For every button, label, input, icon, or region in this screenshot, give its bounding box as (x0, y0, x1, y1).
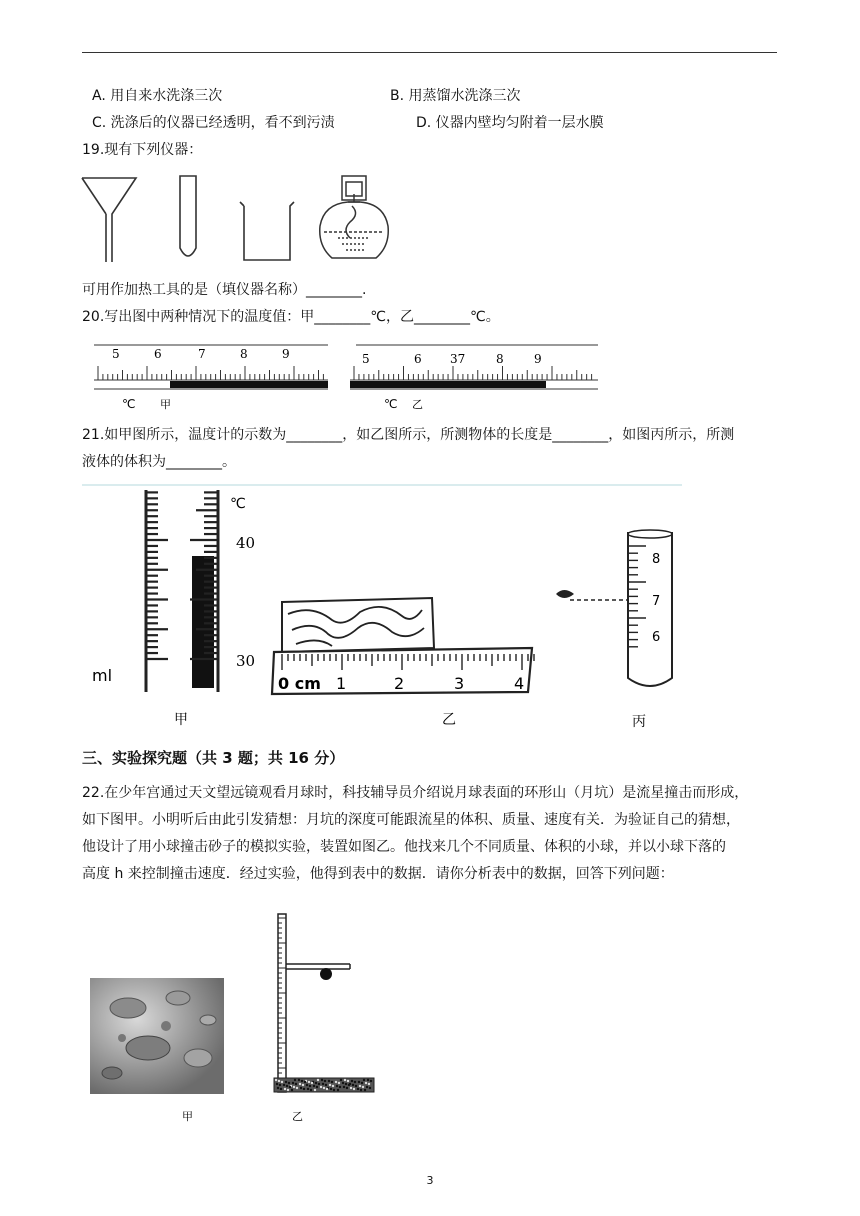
q18-option-b: B. 用蒸馏水洗涤三次 (390, 88, 521, 104)
sand-grain (354, 1081, 356, 1083)
sand-grain (308, 1081, 310, 1083)
sand-grain (314, 1089, 316, 1091)
sand-grain (280, 1088, 282, 1090)
sand-grain (361, 1082, 363, 1084)
sand-grain (294, 1079, 296, 1081)
sand-grain (353, 1088, 355, 1090)
sand-grain (351, 1080, 353, 1082)
cylinder-label: 6 (652, 630, 661, 645)
sand-grain (340, 1079, 342, 1081)
alcohol-lamp-icon (320, 176, 389, 258)
sand-grain (322, 1083, 324, 1085)
page-number: 3 (426, 1174, 434, 1187)
tick-label: 9 (282, 347, 290, 361)
sand-grain (348, 1084, 350, 1086)
sand-grain (298, 1079, 300, 1081)
tick-label: 6 (154, 347, 162, 361)
moon-crater-photo (90, 978, 224, 1094)
sand-grain (368, 1083, 370, 1085)
section-heading: 三、实验探究题（共 3 题；共 16 分） (82, 749, 345, 767)
graduated-cylinder-icon (556, 530, 672, 730)
sand-grain (360, 1089, 362, 1091)
sand-grain (331, 1081, 333, 1083)
sand-grain (316, 1086, 318, 1088)
sand-grain (320, 1086, 322, 1088)
ball-icon (320, 968, 332, 980)
q22-figure (88, 908, 388, 1128)
sand-grain (336, 1085, 338, 1087)
sand-grain (332, 1085, 334, 1087)
q18-option-c: C. 洗涤后的仪器已经透明，看不到污渍 (92, 115, 335, 131)
ruler-with-block-icon (272, 598, 534, 728)
thermometer-b-figure (350, 340, 605, 412)
sand-grain (277, 1087, 279, 1089)
q19-answer-line: 可用作加热工具的是（填仪器名称）________. (82, 282, 367, 298)
sand-grain (338, 1082, 340, 1084)
sand-grain (325, 1084, 327, 1086)
unit-label: ℃ (122, 397, 136, 411)
sand-grain (329, 1084, 331, 1086)
scale-label-30: 30 (236, 652, 256, 670)
sand-grain (364, 1089, 366, 1091)
sand-grain (370, 1080, 372, 1082)
figure-tag: 甲 (160, 398, 171, 411)
sand-grain (289, 1086, 291, 1088)
sand-grain (347, 1080, 349, 1082)
sand-grain (342, 1082, 344, 1084)
sand-grain (330, 1088, 332, 1090)
q18-option-d: D. 仪器内壁均匀附着一层水膜 (416, 115, 604, 131)
unit-label: ℃ (230, 496, 246, 512)
sand-grain (335, 1081, 337, 1083)
sand-grain (318, 1083, 320, 1085)
sand-grain (326, 1088, 328, 1090)
lab-instruments-figure (80, 170, 400, 265)
sand-grain (300, 1087, 302, 1089)
funnel-icon (82, 178, 136, 262)
sand-grain (328, 1080, 330, 1082)
sand-grain (357, 1088, 359, 1090)
q21-line2: 液体的体积为________。 (82, 454, 236, 470)
sand-grain (365, 1082, 367, 1084)
tick-label: 8 (240, 347, 248, 361)
sand-grain (285, 1081, 287, 1083)
tick-label: 8 (496, 352, 504, 366)
ml-label: ml (92, 666, 113, 685)
sand-grain (313, 1085, 315, 1087)
sand-grain (323, 1087, 325, 1089)
sand-grain (304, 1081, 306, 1083)
sand-grain (278, 1080, 280, 1082)
unit-label: ℃ (384, 397, 398, 411)
vertical-thermometer-icon (92, 490, 255, 728)
eye-icon (556, 590, 574, 598)
sand-grain (286, 1085, 288, 1087)
sand-grain (352, 1084, 354, 1086)
sand-grain (276, 1083, 278, 1085)
figure-tag: 乙 (442, 712, 456, 728)
figure-tag: 乙 (292, 1110, 303, 1123)
q22-line4: 高度 h 来控制撞击速度．经过实验，他得到表中的数据．请你分析表中的数据，回答下列问题： (82, 866, 674, 882)
ruler-label: 3 (454, 674, 465, 693)
beaker-icon (240, 202, 294, 260)
thermometer-a-figure (90, 340, 340, 412)
sand-grain (301, 1080, 303, 1082)
sand-grain (291, 1089, 293, 1091)
sand-grain (339, 1086, 341, 1088)
q22-line1: 22.在少年宫通过天文望远镜观看月球时，科技辅导员介绍说月球表面的环形山（月坑）是流星撞击而形成， (82, 785, 749, 801)
sand-grain (295, 1083, 297, 1085)
q21-figure (82, 482, 687, 732)
sand-grain (362, 1086, 364, 1088)
sand-grain (302, 1084, 304, 1086)
cylinder-label: 7 (652, 594, 661, 609)
ruler-label: 4 (514, 674, 525, 693)
sand-grain (292, 1082, 294, 1084)
figure-tag: 甲 (174, 712, 188, 728)
tick-label: 5 (112, 347, 120, 361)
sand-grain (321, 1079, 323, 1081)
sand-grain (284, 1088, 286, 1090)
sand-grain (366, 1086, 368, 1088)
ruler-label: 2 (394, 674, 405, 693)
sand-grain (359, 1085, 361, 1087)
sand-grain (344, 1079, 346, 1081)
sand-grain (310, 1089, 312, 1091)
q22-line3: 他设计了用小球撞击砂子的模拟实验，装置如图乙。他找来几个不同质量、体积的小球，并以小球下落的 (82, 839, 726, 855)
sand-grain (283, 1084, 285, 1086)
drop-experiment-apparatus-icon (274, 914, 374, 1092)
sand-grain (288, 1082, 290, 1084)
figure-tag: 丙 (632, 714, 646, 730)
sand-grain (287, 1089, 289, 1091)
tick-label: 7 (198, 347, 206, 361)
sand-grain (303, 1088, 305, 1090)
test-tube-icon (180, 176, 196, 256)
figure-tag: 甲 (182, 1110, 193, 1123)
sand-grain (369, 1087, 371, 1089)
ruler-label: 1 (336, 674, 347, 693)
tick-label: 37 (450, 352, 466, 366)
sand-grain (293, 1086, 295, 1088)
sand-grain (311, 1082, 313, 1084)
tick-label: 5 (362, 352, 370, 366)
sand-grain (358, 1081, 360, 1083)
figure-tag: 乙 (412, 398, 423, 411)
sand-grain (350, 1087, 352, 1089)
q19-stem: 19.现有下列仪器： (82, 142, 203, 158)
sand-grain (333, 1089, 335, 1091)
sand-grain (355, 1085, 357, 1087)
sand-grain (279, 1084, 281, 1086)
q22-line2: 如下图甲。小明听后由此引发猜想：月坑的深度可能跟流星的体积、质量、速度有关．为验证自己的猜想， (82, 812, 740, 828)
sand-grain (299, 1083, 301, 1085)
sand-grain (317, 1079, 319, 1081)
q21-line1: 21.如甲图所示，温度计的示数为________，如乙图所示，所测物体的长度是________，如图丙所示，所测 (82, 427, 735, 443)
sand-grain (306, 1084, 308, 1086)
q18-option-a: A. 用自来水洗涤三次 (92, 88, 223, 104)
q20-stem: 20.写出图中两种情况下的温度值：甲________℃，乙________℃。 (82, 309, 500, 325)
tick-label: 9 (534, 352, 542, 366)
ruler-label: 0 cm (278, 674, 321, 693)
sand-grain (363, 1079, 365, 1081)
sand-grain (315, 1082, 317, 1084)
cylinder-label: 8 (652, 552, 661, 567)
sand-grain (345, 1083, 347, 1085)
tick-label: 6 (414, 352, 422, 366)
sand-grain (324, 1080, 326, 1082)
scale-label-40: 40 (236, 534, 256, 552)
sand-grain (337, 1089, 339, 1091)
sand-grain (275, 1079, 277, 1081)
header-rule (82, 52, 777, 53)
sand-grain (346, 1087, 348, 1089)
sand-grain (343, 1086, 345, 1088)
sand-grain (367, 1079, 369, 1081)
sand-grain (307, 1088, 309, 1090)
sand-grain (309, 1085, 311, 1087)
sand-grain (281, 1081, 283, 1083)
sand-grain (296, 1087, 298, 1089)
